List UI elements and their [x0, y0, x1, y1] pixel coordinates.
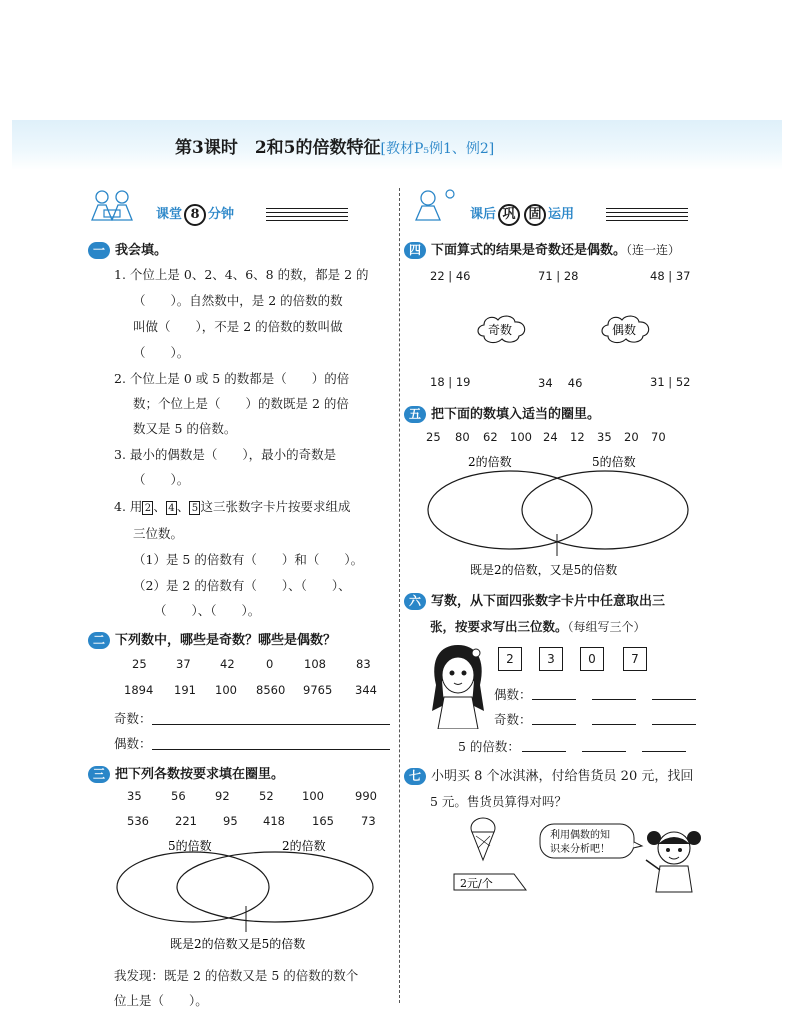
number-cell: 52: [259, 789, 274, 803]
section-badge: 二: [88, 632, 110, 649]
odd-cloud[interactable]: [474, 312, 530, 346]
venn-circle-2[interactable]: [177, 852, 373, 922]
digit-card: 3: [539, 647, 563, 671]
number-cell: 536: [127, 814, 149, 828]
digit-card: 5: [189, 501, 200, 515]
section-6-line2: [430, 617, 646, 635]
section-title: 下列数中，哪些是奇数？哪些是偶数？: [115, 633, 337, 648]
number-cell: 95: [223, 814, 238, 828]
section-5-heading: [404, 403, 600, 423]
section-hint: （每组写三个）: [567, 620, 646, 634]
section-badge: 四: [404, 242, 426, 259]
price-label: 2元/个: [460, 877, 493, 890]
venn-diagram-right: [424, 448, 694, 580]
digit-card: 4: [166, 501, 177, 515]
finding-line: 位上是（ ）。: [114, 993, 208, 1008]
number-cell: 83: [356, 657, 371, 671]
q1-line: （ ）。: [133, 345, 190, 360]
section-title: 我会填。: [115, 243, 168, 258]
section-6-line2-text: 张，按要求写出三位数。: [430, 619, 568, 634]
number-cell: 70: [651, 430, 666, 444]
kids-reading-icon: [88, 188, 140, 222]
section-badge: 六: [404, 593, 426, 610]
q3-line: 3. 最小的偶数是（ ），最小的奇数是: [114, 447, 337, 462]
q1-line: 叫做（ ），不是 2 的倍数的数叫做: [133, 319, 343, 334]
number-cell: 24: [543, 430, 558, 444]
right-banner: [408, 188, 688, 224]
banner-text-pre: 课堂: [156, 207, 183, 222]
left-banner: [88, 188, 350, 224]
section-title: 下面算式的结果是奇数还是偶数。: [431, 243, 627, 258]
multiple-5-answer-line[interactable]: [582, 751, 626, 752]
odd-answer-line[interactable]: [532, 724, 576, 725]
number-cell: 165: [312, 814, 334, 828]
q4-line: （2）是 2 的倍数有（ ）、（ ）、: [133, 578, 351, 593]
consolidate-circle: 巩: [498, 204, 520, 226]
section-title: 把下面的数填入适当的圈里。: [431, 407, 601, 422]
section-badge: 五: [404, 406, 426, 423]
number-cell: 42: [220, 657, 235, 671]
girl-reading-icon: [408, 188, 460, 222]
q4-pre: 4. 用: [114, 499, 143, 514]
number-cell: 35: [597, 430, 612, 444]
textbook-reference: [教材P₅例1、例2]: [380, 141, 495, 157]
number-cell: 100: [215, 683, 237, 697]
section-title: 把下列各数按要求填在圈里。: [115, 767, 285, 782]
odd-label: 奇数: [488, 323, 513, 337]
venn-note: 既是2的倍数，又是5的倍数: [470, 563, 618, 577]
banner-text-post: 运用: [548, 207, 575, 222]
page-title: [175, 133, 494, 158]
number-cell: 25: [426, 430, 441, 444]
expression[interactable]: 18 | 19: [430, 375, 471, 389]
section-7-heading: [404, 765, 693, 785]
number-cell: 100: [510, 430, 532, 444]
expression[interactable]: 48 | 37: [650, 269, 691, 283]
section-badge: 三: [88, 766, 110, 783]
expression[interactable]: 71 | 28: [538, 269, 579, 283]
even-answer-line[interactable]: [652, 699, 696, 700]
q4-line: （1）是 5 的倍数有（ ）和（ ）。: [133, 552, 364, 567]
section-badge: 七: [404, 768, 426, 785]
section-1-heading: [88, 239, 167, 259]
section-badge: 一: [88, 242, 110, 259]
venn-label-5: 5的倍数: [592, 455, 636, 469]
expression[interactable]: 31 | 52: [650, 375, 691, 389]
banner-stripes: [266, 208, 348, 222]
child-pointing-illustration: [644, 826, 704, 896]
section-6-heading: [404, 590, 665, 610]
venn-circle-5[interactable]: [522, 471, 688, 549]
multiple-5-answer-line[interactable]: [642, 751, 686, 752]
q2-line: 数；个位上是（ ）的数既是 2 的倍: [133, 396, 349, 411]
number-cell: 221: [175, 814, 197, 828]
number-cell: 80: [455, 430, 470, 444]
number-cell: 0: [266, 657, 274, 671]
q4-line: 4. 用 2 、 4 、 5 这三张数字卡片按要求组成: [114, 499, 351, 514]
expression[interactable]: 22 | 46: [430, 269, 471, 283]
lesson-title: 第3课时 2和5的倍数特征: [175, 138, 381, 158]
bubble-text-2: 识来分析吧！: [550, 844, 610, 855]
number-cell: 100: [302, 789, 324, 803]
girl-illustration: [428, 641, 488, 729]
section-3-heading: [88, 763, 284, 783]
section-7-line2: 5 元。售货员算得对吗？: [430, 794, 567, 809]
banner-text-pre: 课后: [470, 207, 497, 222]
bubble-text-1: 利用偶数的知: [550, 830, 610, 841]
ice-cream-icon: [458, 816, 508, 862]
venn-label-2: 2的倍数: [468, 455, 512, 469]
section-hint: （连一连）: [626, 243, 681, 257]
q2-line: 数又是 5 的倍数。: [133, 421, 237, 436]
q4-post: 这三张数字卡片按要求组成: [200, 499, 351, 514]
odd-label: 奇数：: [114, 711, 152, 726]
venn-diagram-left: [110, 834, 395, 956]
column-divider: [399, 188, 400, 1003]
number-cell: 418: [263, 814, 285, 828]
consolidate-circle: 固: [524, 204, 546, 226]
venn-label-2: 2的倍数: [282, 839, 326, 853]
number-cell: 191: [174, 683, 196, 697]
even-answer-line[interactable]: [532, 699, 576, 700]
number-cell: 108: [304, 657, 326, 671]
even-label: 偶数：: [114, 736, 152, 751]
q1-line: 1. 个位上是 0、2、4、6、8 的数，都是 2 的: [114, 267, 369, 282]
q4-line: 三位数。: [133, 526, 184, 541]
q4-line: （ ）、（ ）。: [154, 603, 261, 618]
odd-answer-line[interactable]: [152, 724, 390, 725]
digit-card: 2: [498, 647, 522, 671]
number-cell: 1894: [124, 683, 154, 697]
even-label: 偶数: [612, 323, 637, 337]
number-cell: 92: [215, 789, 230, 803]
section-2-heading: [88, 629, 336, 649]
digit-card: 2: [142, 501, 153, 515]
even-answer-line[interactable]: [592, 699, 636, 700]
banner-text-post: 分钟: [208, 207, 235, 222]
q3-line: （ ）。: [133, 472, 190, 487]
odd-answer-line[interactable]: [592, 724, 636, 725]
number-cell: 9765: [303, 683, 333, 697]
odd-label: 奇数：: [494, 712, 532, 727]
number-cell: 20: [624, 430, 639, 444]
number-cell: 344: [355, 683, 377, 697]
number-cell: 56: [171, 789, 186, 803]
number-cell: 73: [361, 814, 376, 828]
section-title: 小明买 8 个冰淇淋，付给售货员 20 元，找回: [431, 769, 694, 784]
q2-line: 2. 个位上是 0 或 5 的数都是（ ）的倍: [114, 371, 350, 386]
multiple-5-answer-line[interactable]: [522, 751, 566, 752]
number-cell: 990: [355, 789, 377, 803]
section-4-heading: [404, 239, 680, 259]
minutes-circle: 8: [184, 204, 206, 226]
even-cloud[interactable]: [598, 312, 654, 346]
speech-bubble: [538, 822, 644, 862]
number-cell: 37: [176, 657, 191, 671]
number-cell: 35: [127, 789, 142, 803]
number-cell: 62: [483, 430, 498, 444]
number-cell: 25: [132, 657, 147, 671]
venn-label-5: 5的倍数: [168, 839, 212, 853]
expression[interactable]: 34 46: [538, 376, 583, 390]
even-label: 偶数：: [494, 687, 532, 702]
venn-note: 既是2的倍数又是5的倍数: [170, 937, 306, 951]
number-cell: 12: [570, 430, 585, 444]
multiple-5-label: 5 的倍数：: [458, 739, 520, 754]
even-answer-line[interactable]: [152, 749, 390, 750]
section-title: 写数，从下面四张数字卡片中任意取出三: [431, 594, 666, 609]
finding-line: 我发现：既是 2 的倍数又是 5 的倍数的数个: [114, 968, 359, 983]
number-cell: 8560: [256, 683, 286, 697]
digit-card: 7: [623, 647, 647, 671]
q1-line: （ ）。自然数中，是 2 的倍数的数: [133, 293, 343, 308]
banner-stripes: [606, 208, 688, 222]
price-tag: [452, 870, 528, 892]
odd-answer-line[interactable]: [652, 724, 696, 725]
venn-circle-2[interactable]: [428, 471, 592, 549]
digit-card: 0: [580, 647, 604, 671]
